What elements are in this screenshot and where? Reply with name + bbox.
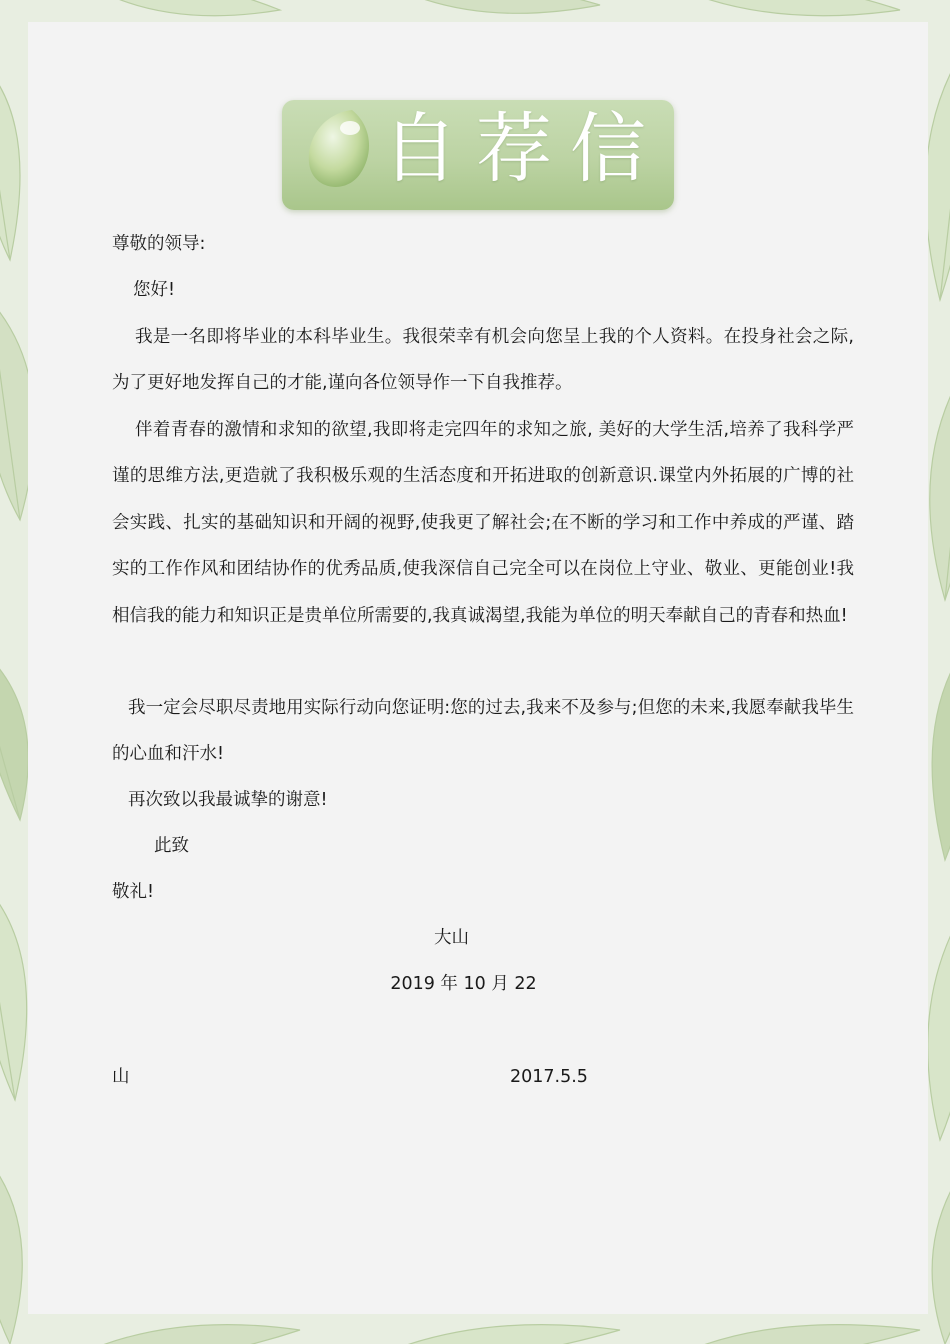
thanks-line: 再次致以我最诚挚的谢意! bbox=[128, 790, 328, 810]
greeting: 您好! bbox=[133, 280, 176, 300]
salutation: 尊敬的领导: bbox=[112, 234, 206, 254]
footer-right-date: 2017.5.5 bbox=[510, 1067, 588, 1087]
title-banner bbox=[282, 100, 674, 210]
paragraph-commitment: 我一定会尽职尽责地用实际行动向您证明:您的过去,我来不及参与;但您的未来,我愿奉献我毕生的心血和汗水! bbox=[112, 698, 854, 765]
page-title: 自荐信 bbox=[382, 104, 664, 193]
letter-date: 2019 年 10 月 22 bbox=[390, 974, 537, 994]
closing-line-2: 敬礼! bbox=[112, 882, 155, 902]
paragraph-intro: 我是一名即将毕业的本科毕业生。我很荣幸有机会向您呈上我的个人资料。在投身社会之际,为了更好地发挥自己的才能,谨向各位领导作一下自我推荐。 bbox=[112, 327, 854, 394]
paragraph-experience: 伴着青春的激情和求知的欲望,我即将走完四年的求知之旅, 美好的大学生活,培养了我科学严谨的思维方法,更造就了我积极乐观的生活态度和开拓进取的创新意识.课堂内外拓展的广博的社会实践、扎实的基础知识和开阔的视野,使我更了解社会;在不断的学习和工作中养成的严谨、踏实的工作作风和团结协作的优秀品质,使我深信自己完全可以在岗位上守业、敬业、更能创业!我相信我的能力和知识正是贵单位所需要的,我真诚渴望,我能为单位的明天奉献自己的青春和热血! bbox=[112, 420, 854, 626]
letter-sheet bbox=[28, 22, 928, 1314]
footer-left-text: 山 bbox=[112, 1067, 130, 1087]
signature: 大山 bbox=[434, 928, 469, 948]
closing-line-1: 此致 bbox=[154, 836, 189, 856]
water-drop-icon bbox=[300, 104, 376, 196]
